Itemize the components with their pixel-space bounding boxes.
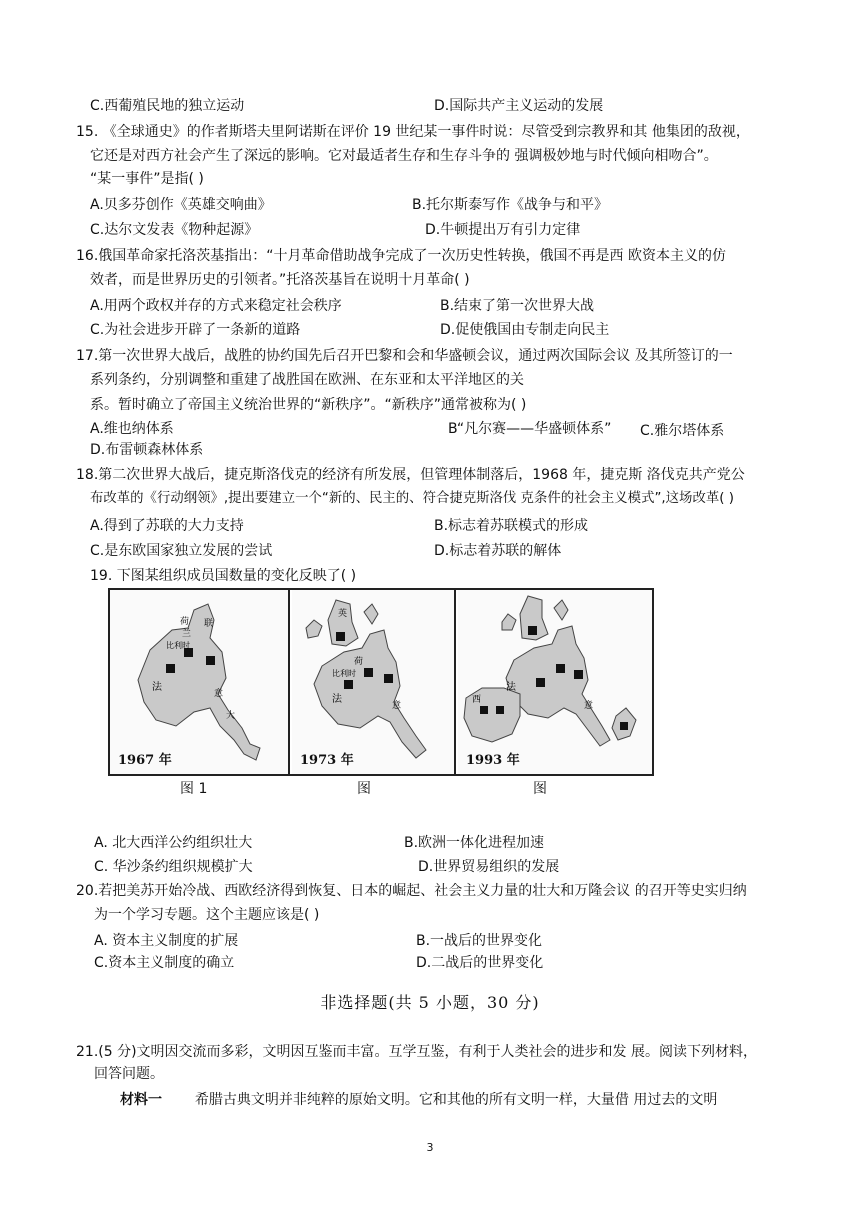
q21-stem-line2: 回答问题。 [94,1066,164,1082]
q18-stem-line2: 布改革的《行动纲领》,提出要建立一个“新的、民主的、符合捷克斯洛伐 克条件的社会主义模式”,这场改革( ) [90,491,734,506]
q15-option-c: C.达尔文发表《物种起源》 [90,222,259,238]
q20-stem-line1: 20.若把美苏开始冷战、西欧经济得到恢复、日本的崛起、社会主义力量的壮大和万隆会议 的召开等史实归纳 [76,883,747,899]
map-year-label: 1973 年 [300,753,354,768]
label-he: 荷 [180,617,190,627]
q19-option-b: B.欧洲一体化进程加速 [404,835,545,851]
material-label: 材料一 [120,1092,162,1108]
label-lian: 联 [204,619,214,629]
q21-stem-line1: 21.(5 分)文明因交流而多彩，文明因互鉴而丰富。互学互鉴，有利于人类社会的进步和发 展。阅读下列材料， [76,1044,757,1060]
q18-option-d: D.标志着苏联的解体 [434,543,562,559]
figure-caption-1: 图 1 [180,781,208,797]
map-1967 [110,590,290,774]
q19-stem: 19. 下图某组织成员国数量的变化反映了( ) [90,568,357,584]
map-year-label: 1993 年 [466,753,520,768]
q19-option-a: A. 北大西洋公约组织壮大 [94,835,253,851]
q17-stem-line2: 系列条约，分别调整和重建了战胜国在欧洲、在东亚和太平洋地区的关 [90,372,524,388]
label-bi-2: 比利时 [332,669,356,678]
map-1993-drawing [458,590,652,774]
q21-material [120,1090,717,1110]
q20-option-b: B.一战后的世界变化 [416,933,543,949]
q17-stem-line1: 17.第一次世界大战后，战胜的协约国先后召开巴黎和会和华盛顿会议，通过两次国际会议 及其所签订的一 [76,348,733,364]
label-yi: 意 [214,689,224,699]
q14-option-c: C.西葡殖民地的独立运动 [90,98,245,114]
q17-option-d: D.布雷顿森林体系 [90,442,204,458]
map-1973 [292,590,456,774]
label-ying: 英 [338,609,348,619]
q20-option-c: C.资本主义制度的确立 [94,955,235,971]
q18-stem-line1: 18.第二次世界大战后，捷克斯洛伐克的经济有所发展，但管理体制落后，1968 年，捷克斯 洛伐克共产党公 [76,467,745,483]
label-da: 大 [226,711,236,721]
q16-option-d: D.促使俄国由专制走向民主 [440,322,610,338]
q17-option-a: A.维也纳体系 [90,421,174,437]
q17-option-c: C.雅尔塔体系 [640,423,725,439]
q20-option-a: A. 资本主义制度的扩展 [94,933,239,949]
q18-option-c: C.是东欧国家独立发展的尝试 [90,543,273,559]
q20-option-d: D.二战后的世界变化 [416,955,544,971]
figure-caption-2: 图 [357,781,371,797]
map-1967-drawing [110,590,288,774]
map-1973-drawing [292,590,454,774]
label-fa: 法 [152,682,162,693]
q15-option-a: A.贝多芬创作《英雄交响曲》 [90,197,272,213]
material-text: 希腊古典文明并非纯粹的原始文明。它和其他的所有文明一样，大量借 用过去的文明 [194,1092,718,1108]
page-number: 3 [426,1141,434,1154]
q15-stem-line1: 15. 《全球通史》的作者斯塔夫里阿诺斯在评价 19 世纪某一事件时说：尽管受到宗教界和其 他集团的敌视， [76,124,750,140]
label-he-2: 荷 [354,657,364,667]
q15-option-d: D.牛顿提出万有引力定律 [425,222,581,238]
label-yi-2: 意 [392,701,402,711]
label-xi: 西 [472,695,482,705]
q16-stem-line1: 16.俄国革命家托洛茨基指出：“十月革命借助战争完成了一次历史性转换，俄国不再是西 欧资本主义的仿 [76,248,726,264]
label-yi-3: 意 [584,701,594,711]
section-heading: 非选择题(共 5 小题，30 分) [320,993,540,1012]
q14-option-d: D.国际共产主义运动的发展 [434,98,604,114]
map-1993 [458,590,652,774]
figure-caption-3: 图 [533,781,547,797]
q16-option-c: C.为社会进步开辟了一条新的道路 [90,322,301,338]
q17-stem-line3: 系。暂时确立了帝国主义统治世界的“新秩序”。“新秩序”通常被称为( ) [90,397,527,413]
q16-stem-line2: 效者，而是世界历史的引领者。”托洛茨基旨在说明十月革命( ) [90,272,470,288]
label-fa-3: 法 [506,682,516,693]
q16-option-a: A.用两个政权并存的方式来稳定社会秩序 [90,298,342,314]
q15-stem-line3: “某一事件”是指( ) [90,171,204,187]
map-year-label: 1967 年 [118,753,172,768]
q20-stem-line2: 为一个学习专题。这个主题应该是( ) [94,907,320,923]
q17-option-b: B“凡尔赛——华盛顿体系” [448,421,612,437]
q18-option-b: B.标志着苏联模式的形成 [434,518,589,534]
q15-stem-line2: 它还是对西方社会产生了深远的影响。它对最适者生存和生存斗争的 强调极妙地与时代倾向相吻合”。 [90,148,718,164]
q16-option-b: B.结束了第一次世界大战 [440,298,595,314]
q19-option-c: C. 华沙条约组织规模扩大 [94,859,253,875]
label-lan: 兰 [182,629,192,639]
q18-option-a: A.得到了苏联的大力支持 [90,518,244,534]
label-bi: 比利时 [166,641,190,650]
q15-option-b: B.托尔斯泰写作《战争与和平》 [412,197,609,213]
label-fa-2: 法 [332,694,342,705]
q19-option-d: D.世界贸易组织的发展 [418,859,560,875]
